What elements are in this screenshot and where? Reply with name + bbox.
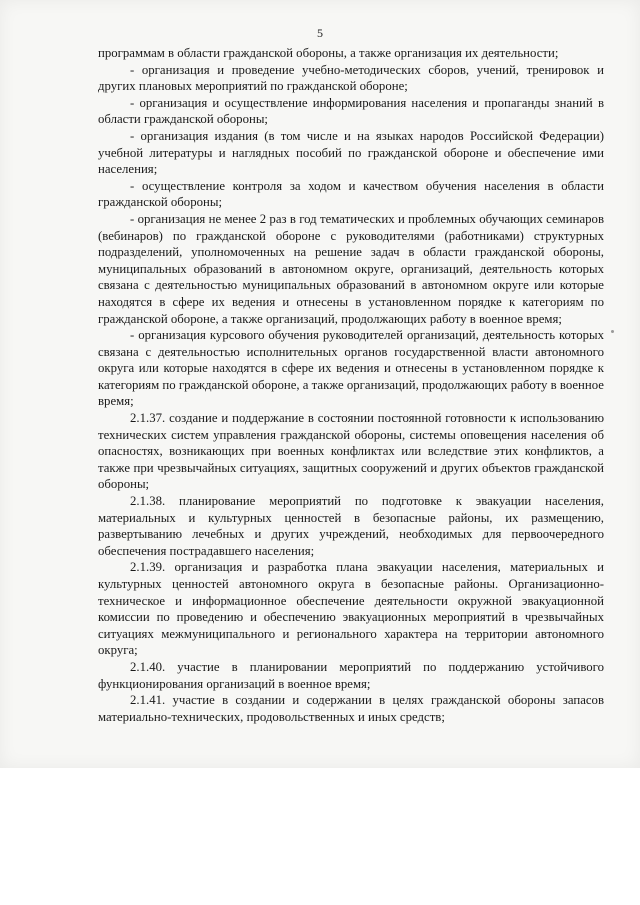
document-body <box>98 45 604 725</box>
list-item: - организация курсового обучения руководителей организаций, деятельность которых связана с деятельностью исполнительных органов государственной власти автономного округа или которые находятся в сфере их ведения и отнесены в установленном порядке к категориям по гражданской обороне, а также организаций, продолжающих работу в военное время; <box>98 328 604 409</box>
clause-2-1-38: 2.1.38. планирование мероприятий по подготовке к эвакуации населения, материальных и культурных ценностей в безопасные районы, их размещению, развертыванию лечебных и других учреждений, необходимых для первоочередного обеспечения пострадавшего населения; <box>98 494 604 558</box>
list-item: - осуществление контроля за ходом и качеством обучения населения в области гражданской обороны; <box>98 178 604 210</box>
scan-speck <box>611 330 614 333</box>
clause-2-1-41: 2.1.41. участие в создании и содержании в целях гражданской обороны запасов материально-технических, продовольственных и иных средств; <box>98 693 604 724</box>
list-item: - организация и проведение учебно-методических сборов, учений, тренировок и других плановых мероприятий по гражданской обороне; <box>98 62 604 94</box>
clause-2-1-37: 2.1.37. создание и поддержание в состоянии постоянной готовности к использованию технических систем управления гражданской обороны, системы оповещения населения об опасностях, возникающих при военных конфликтах или вследствие этих конфликтов, а также при чрезвычайных ситуациях, защитных сооружений и других объектов гражданской обороны; <box>98 411 604 492</box>
list-item: - организация не менее 2 раз в год тематических и проблемных обучающих семинаров (вебинаров) по гражданской обороне с руководителями (работниками) структурных подразделений, уполномоченных на решение задач в области гражданской обороны, муниципальных образований в автономном округе, организаций, деятельность которых связана с деятельностью муниципальных образований в автономном округе или которые находятся в сфере их ведения и отнесены в установленном порядке к категориям по гражданской обороне, а также организаций, продолжающих работу в военное время; <box>98 211 604 326</box>
page-number: 5 <box>317 26 323 40</box>
clause-2-1-40: 2.1.40. участие в планировании мероприятий по поддержанию устойчивого функционирования организаций в военное время; <box>98 659 604 691</box>
clause-2-1-39: 2.1.39. организация и разработка плана эвакуации населения, материальных и культурных ценностей автономного округа в безопасные районы. Организационно-техническое и информационное обеспечение деятельности окружной эвакуационной комиссии по проведению и обеспечению эвакуационных мероприятий в чрезвычайных ситуациях межмуниципального и регионального характера на территории автономного округа; <box>98 560 604 658</box>
paragraph-continuation: программам в области гражданской обороны, а также организация их деятельности; <box>98 46 559 60</box>
list-item: - организация издания (в том числе и на языках народов Российской Федерации) учебной литературы и наглядных пособий по гражданской обороне и обеспечение ими населения; <box>98 128 604 177</box>
list-item: - организация и осуществление информирования населения и пропаганды знаний в области гражданской обороны; <box>98 95 604 127</box>
